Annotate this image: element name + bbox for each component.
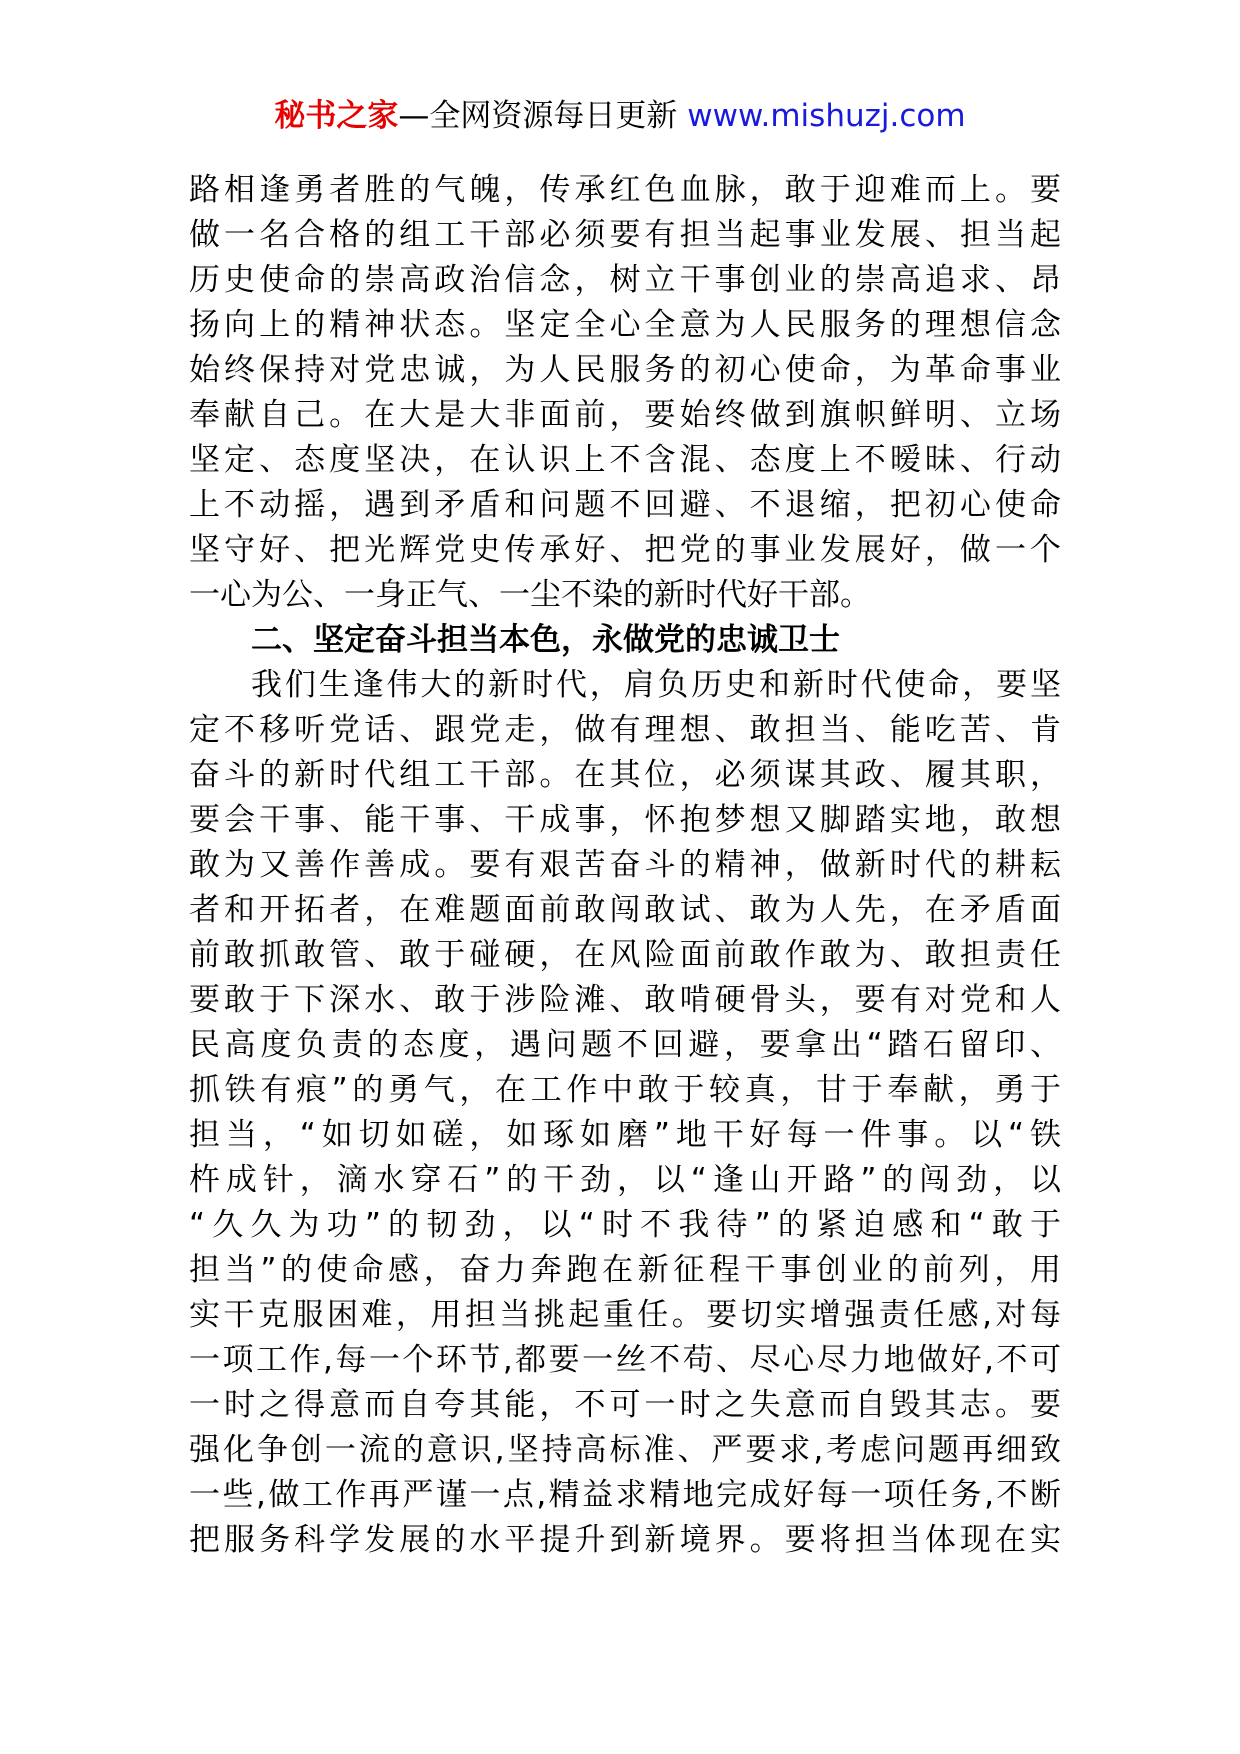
text-line: 一些,做工作再严谨一点,精益求精地完成好每一项任务,不断: [189, 1477, 1061, 1513]
text-line: “久久为功”的韧劲，以“时不我待”的紧迫感和“敢于: [189, 1207, 1061, 1243]
text-line: 民高度负责的态度，遇问题不回避，要拿出“踏石留印、: [189, 1027, 1061, 1063]
text-line: 强化争创一流的意识,坚持高标准、严要求,考虑问题再细致: [189, 1432, 1061, 1468]
section-heading: 二、坚定奋斗担当本色，永做党的忠诚卫士: [251, 622, 840, 658]
text-line: 要会干事、能干事、干成事，怀抱梦想又脚踏实地，敢想: [189, 802, 1061, 838]
text-line: 前敢抓敢管、敢于碰硬，在风险面前敢作敢为、敢担责任: [189, 937, 1061, 973]
site-brand: 秘书之家: [274, 98, 399, 134]
text-line: 扬向上的精神状态。坚定全心全意为人民服务的理想信念: [189, 307, 1061, 343]
text-line: 历史使命的崇高政治信念，树立干事创业的崇高追求、昂: [189, 262, 1061, 298]
text-line: 我们生逢伟大的新时代，肩负历史和新时代使命，要坚: [251, 667, 1061, 703]
text-line: 路相逢勇者胜的气魄，传承红色血脉，敢于迎难而上。要: [189, 172, 1061, 208]
text-line: 担当，“如切如磋，如琢如磨”地干好每一件事。以“铁: [189, 1117, 1061, 1153]
text-line: 者和开拓者，在难题面前敢闯敢试、敢为人先，在矛盾面: [189, 892, 1061, 928]
text-line: 奉献自己。在大是大非面前，要始终做到旗帜鲜明、立场: [189, 397, 1061, 433]
paragraph-1: [189, 168, 1061, 618]
text-line: 实干克服困难，用担当挑起重任。要切实增强责任感,对每: [189, 1297, 1061, 1333]
text-line: 坚定、态度坚决，在认识上不含混、态度上不暧昧、行动: [189, 442, 1061, 478]
text-line: 抓铁有痕”的勇气，在工作中敢于较真，甘于奉献，勇于: [189, 1072, 1061, 1108]
text-line: 一项工作,每一个环节,都要一丝不苟、尽心尽力地做好,不可: [189, 1342, 1061, 1378]
text-line: 上不动摇，遇到矛盾和问题不回避、不退缩，把初心使命: [189, 487, 1061, 523]
text-line: 敢为又善作善成。要有艰苦奋斗的精神，做新时代的耕耘: [189, 847, 1061, 883]
text-line: 奋斗的新时代组工干部。在其位，必须谋其政、履其职，: [189, 757, 1061, 793]
site-url-link[interactable]: www.mishuzj.com: [687, 98, 966, 134]
text-line: 做一名合格的组工干部必须要有担当起事业发展、担当起: [189, 217, 1061, 253]
text-line: 一时之得意而自夸其能，不可一时之失意而自毁其志。要: [189, 1387, 1061, 1423]
text-line: 杵成针，滴水穿石”的干劲，以“逢山开路”的闯劲，以: [189, 1162, 1061, 1198]
text-line: 始终保持对党忠诚，为人民服务的初心使命，为革命事业: [189, 352, 1061, 388]
site-tagline: —全网资源每日更新: [398, 98, 678, 134]
text-line: 担当”的使命感，奋力奔跑在新征程干事创业的前列，用: [189, 1252, 1061, 1288]
text-line: 要敢于下深水、敢于涉险滩、敢啃硬骨头，要有对党和人: [189, 982, 1061, 1018]
text-line: 把服务科学发展的水平提升到新境界。要将担当体现在实: [189, 1522, 1061, 1558]
text-line: 坚守好、把光辉党史传承好、把党的事业发展好，做一个: [189, 532, 1061, 568]
site-header: [0, 96, 1240, 136]
text-line: 定不移听党话、跟党走，做有理想、敢担当、能吃苦、肯: [189, 712, 1061, 748]
paragraph-2: [189, 663, 1061, 1563]
document-body: [189, 168, 1061, 1563]
text-line: 一心为公、一身正气、一尘不染的新时代好干部。: [189, 577, 871, 613]
